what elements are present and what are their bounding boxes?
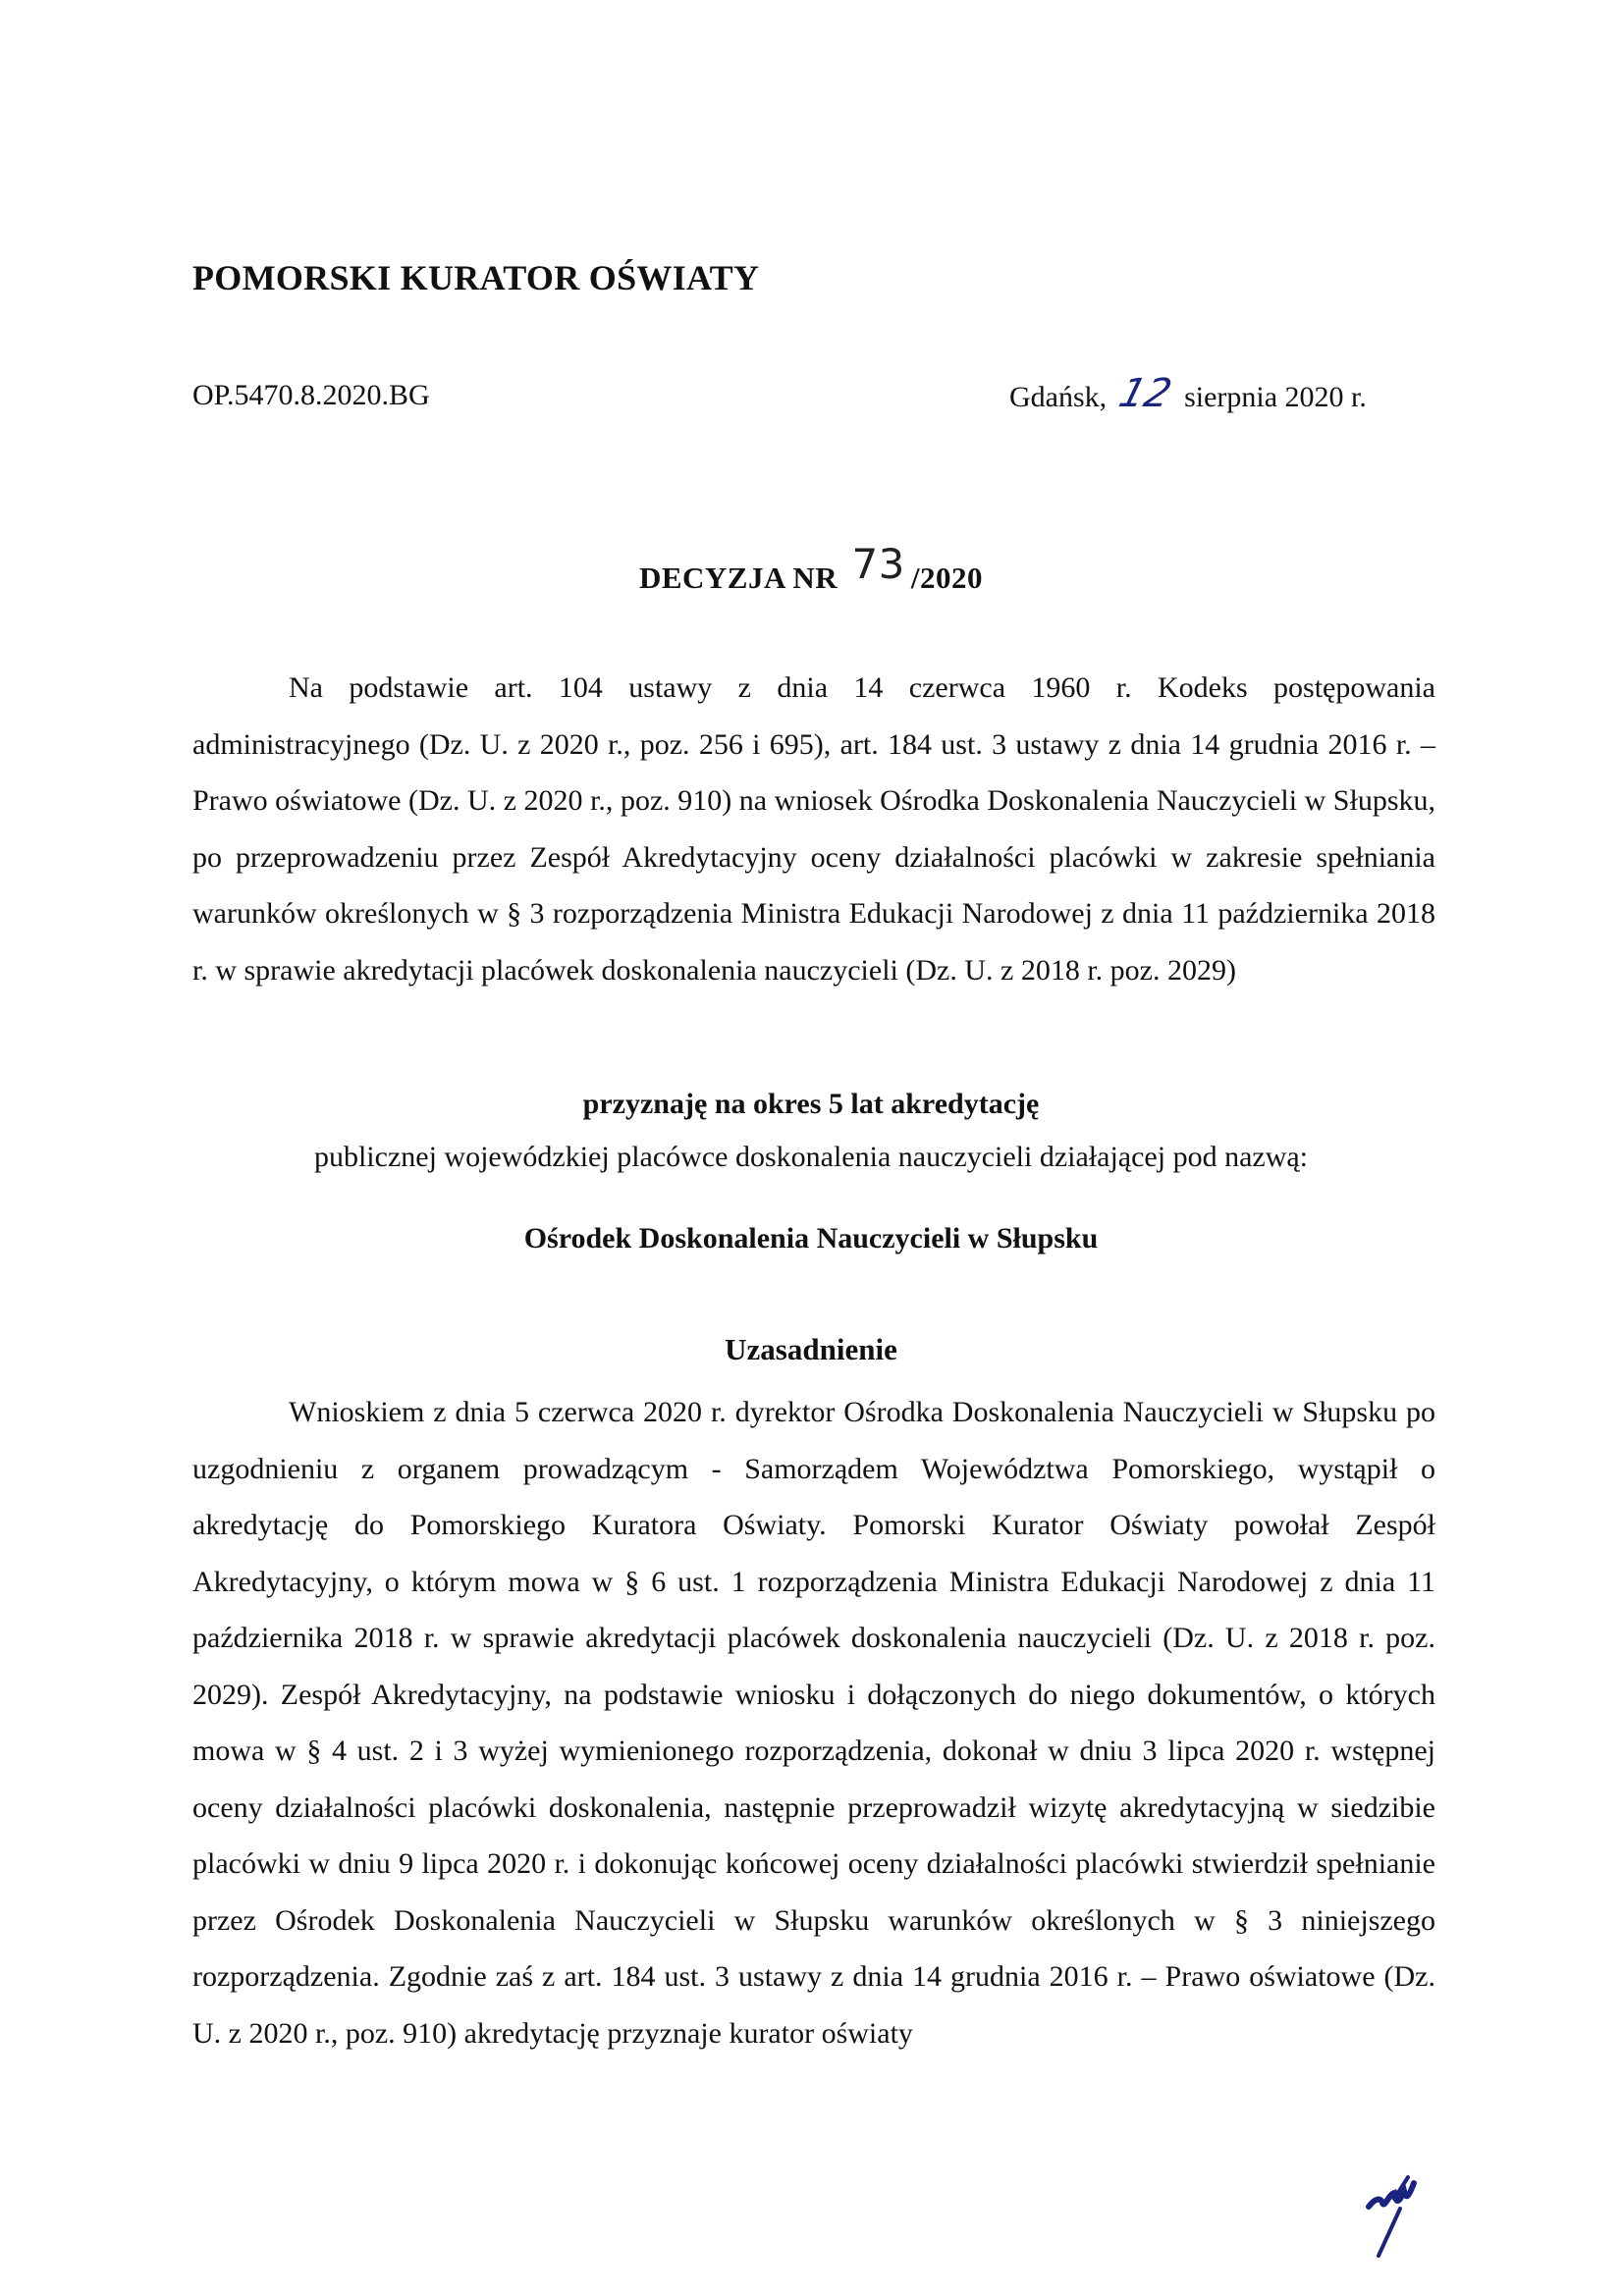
decision-prefix: DECYZJA NR [638,561,838,595]
justification-paragraph [192,1384,1435,2061]
grant-recipient-intro: publicznej wojewódzkiej placówce doskonalenia nauczycieli działającej pod nazwą: [313,1141,1309,1173]
decision-number-handwritten: 73 [851,540,905,588]
legal-basis-paragraph [192,660,1435,998]
institution-name: Ośrodek Doskonalenia Nauczycieli w Słupsku [523,1222,1099,1255]
decision-title [0,540,1622,598]
date-month-year: sierpnia 2020 r. [1184,381,1367,413]
document-date [1009,371,1367,416]
grant-statement: przyznaję na okres 5 lat akredytację [582,1088,1040,1120]
justification-heading: Uzasadnienie [725,1332,897,1366]
date-place: Gdańsk, [1009,381,1108,413]
issuing-authority: POMORSKI KURATOR OŚWIATY [192,258,760,297]
justification-text: Wnioskiem z dnia 5 czerwca 2020 r. dyrektor Ośrodka Doskonalenia Nauczycieli w Słupsku po uzgodnieniu z organem prowadzącym - Samorządem Województwa Pomorskiego, wystąpił o akredytację do Pomorskiego Kuratora Oświaty. Pomorski Kurator Oświaty powołał Zespół Akredytacyjny, o którym mowa w § 6 ust. 1 rozporządzenia Ministra Edukacji Narodowej z dnia 11 października 2018 r. w sprawie akredytacji placówek doskonalenia nauczycieli (Dz. U. z 2018 r. poz. 2029). Zespół Akredytacyjny, na podstawie wniosku i dołączonych do niego dokumentów, o których mowa w § 4 ust. 2 i 3 wyżej wymienionego rozporządzenia, dokonał w dniu 3 lipca 2020 r. wstępnej oceny działalności placówki doskonalenia, następnie przeprowadził wizytę akredytacyjną w siedzibie placówki w dniu 9 lipca 2020 r. i dokonując końcowej oceny działalności placówki stwierdził spełnianie przez Ośrodek Doskonalenia Nauczycieli w Słupsku warunków określonych w § 3 niniejszego rozporządzenia. Zgodnie zaś z art. 184 ust. 3 ustawy z dnia 14 grudnia 2016 r. – Prawo oświatowe (Dz. U. z 2020 r., poz. 910) akredytację przyznaje kurator oświaty [192,1396,1435,2050]
legal-basis-text: Na podstawie art. 104 ustawy z dnia 14 czerwca 1960 r. Kodeks postępowania administracyjnego (Dz. U. z 2020 r., poz. 256 i 695), art. 184 ust. 3 ustawy z dnia 14 grudnia 2016 r. – Prawo oświatowe (Dz. U. z 2020 r., poz. 910) na wniosek Ośrodka Doskonalenia Nauczycieli w Słupsku, po przeprowadzeniu przez Zespół Akredytacyjny oceny działalności placówki w zakresie spełniania warunków określonych w § 3 rozporządzenia Ministra Edukacji Narodowej z dnia 11 października 2018 r. w sprawie akredytacji placówek doskonalenia nauczycieli (Dz. U. z 2018 r. poz. 2029) [192,671,1435,987]
decision-year: /2020 [910,561,984,595]
date-day-handwritten: 12 [1113,371,1177,416]
handwritten-initials-icon [1365,2169,1433,2258]
reference-number: OP.5470.8.2020.BG [192,379,430,411]
